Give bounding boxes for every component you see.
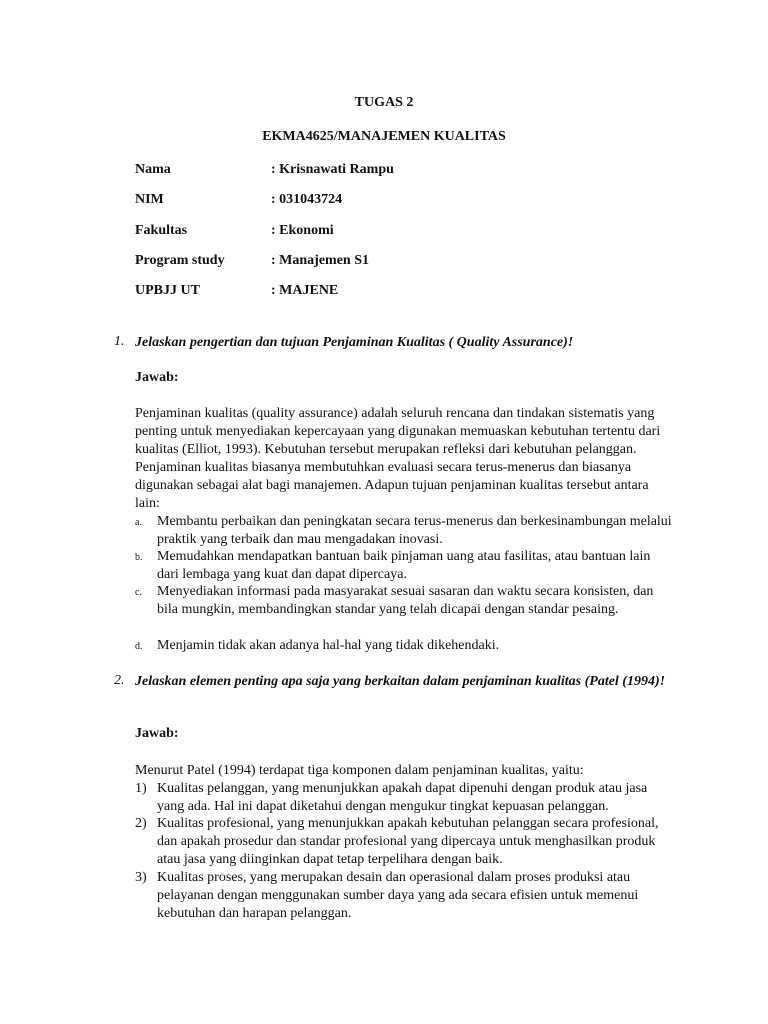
list-item-c <box>135 583 675 619</box>
info-value: : Manajemen S1 <box>271 253 369 268</box>
answer-1-label: Jawab: <box>135 370 179 385</box>
list-marker: d. <box>135 641 143 652</box>
info-label: Program study <box>135 253 225 268</box>
list-item-text: Kualitas pelanggan, yang menunjukkan apakah dapat dipenuhi dengan produk atau jasa yang ada. Hal ini dapat diketahui dengan mengukur tingkat kepuasan pelanggan. <box>157 781 648 814</box>
info-label: Fakultas <box>135 223 188 238</box>
info-label: UPBJJ UT <box>135 283 200 298</box>
info-value: : Ekonomi <box>271 223 334 238</box>
list-marker: b. <box>135 552 143 563</box>
list-item-text: Memudahkan mendapatkan bantuan baik pinjaman uang atau fasilitas, atau bantuan lain dari lembaga yang kuat dan dapat dipercaya. <box>157 549 651 582</box>
question-2-number: 2. <box>114 673 125 688</box>
list-marker: a. <box>135 517 142 528</box>
info-value: : Krisnawati Rampu <box>271 162 394 177</box>
course-title: EKMA4625/MANAJEMEN KUALITAS <box>262 129 506 144</box>
list-item-a <box>135 513 675 549</box>
list-item-text: Membantu perbaikan dan peningkatan secara terus-menerus dan berkesinambungan melalui praktik yang terbaik dan mau mengadakan inovasi. <box>157 514 672 547</box>
question-1-number: 1. <box>114 334 125 349</box>
list-marker: 1) <box>135 781 147 796</box>
list-item-text: Menjamin tidak akan adanya hal-hal yang tidak dikehendaki. <box>157 638 500 653</box>
document-title: TUGAS 2 <box>354 95 414 110</box>
info-label: Nama <box>135 162 171 177</box>
answer-2-label: Jawab: <box>135 726 179 741</box>
info-value: : MAJENE <box>271 283 339 298</box>
list-item-2 <box>135 815 675 869</box>
answer-1-paragraph: Penjaminan kualitas (quality assurance) adalah seluruh rencana dan tindakan sistematis yang penting untuk menyediakan kepercayaan yang digunakan memuaskan kebutuhan tertentu dari kualitas (Elliot, 1993). Kebutuhan tersebut merupakan refleksi dari kebutuhan pelanggan. Penjaminan kualitas biasanya membutuhkan evaluasi secara terus-menerus dan biasanya digunakan sebagai alat bagi manajemen. Adapun tujuan penjaminan kualitas tersebut antara lain: <box>135 406 661 511</box>
question-1-text: Jelaskan pengertian dan tujuan Penjaminan Kualitas ( Quality Assurance)! <box>135 335 574 350</box>
list-item-d <box>135 637 675 655</box>
list-item-text: Kualitas proses, yang merupakan desain dan operasional dalam proses produksi atau pelayanan dengan menggunakan sumber daya yang ada secara efisien untuk memenui kebutuhan dan harapan pelanggan. <box>157 870 639 921</box>
list-marker: c. <box>135 587 142 598</box>
answer-2-paragraph: Menurut Patel (1994) terdapat tiga komponen dalam penjaminan kualitas, yaitu: <box>135 763 584 778</box>
list-item-text: Menyediakan informasi pada masyarakat sesuai sasaran dan waktu secara konsisten, dan bila mungkin, membandingkan standar yang telah dicapai dengan standar pesaing. <box>157 584 654 617</box>
question-2-text: Jelaskan elemen penting apa saja yang berkaitan dalam penjaminan kualitas (Patel (1994)! <box>135 674 666 689</box>
info-label: NIM <box>135 192 164 207</box>
list-item-text: Kualitas profesional, yang menunjukkan apakah kebutuhan pelanggan secara profesional, dan apakah prosedur dan standar profesional yang dipercaya untuk menghasilkan produk atau jasa yang diinginkan dapat tetap terpelihara dengan baik. <box>157 816 659 867</box>
list-marker: 2) <box>135 816 147 831</box>
list-item-b <box>135 548 675 584</box>
list-item-3 <box>135 869 675 923</box>
info-value: : 031043724 <box>271 192 343 207</box>
list-marker: 3) <box>135 870 147 885</box>
list-item-1 <box>135 780 675 816</box>
